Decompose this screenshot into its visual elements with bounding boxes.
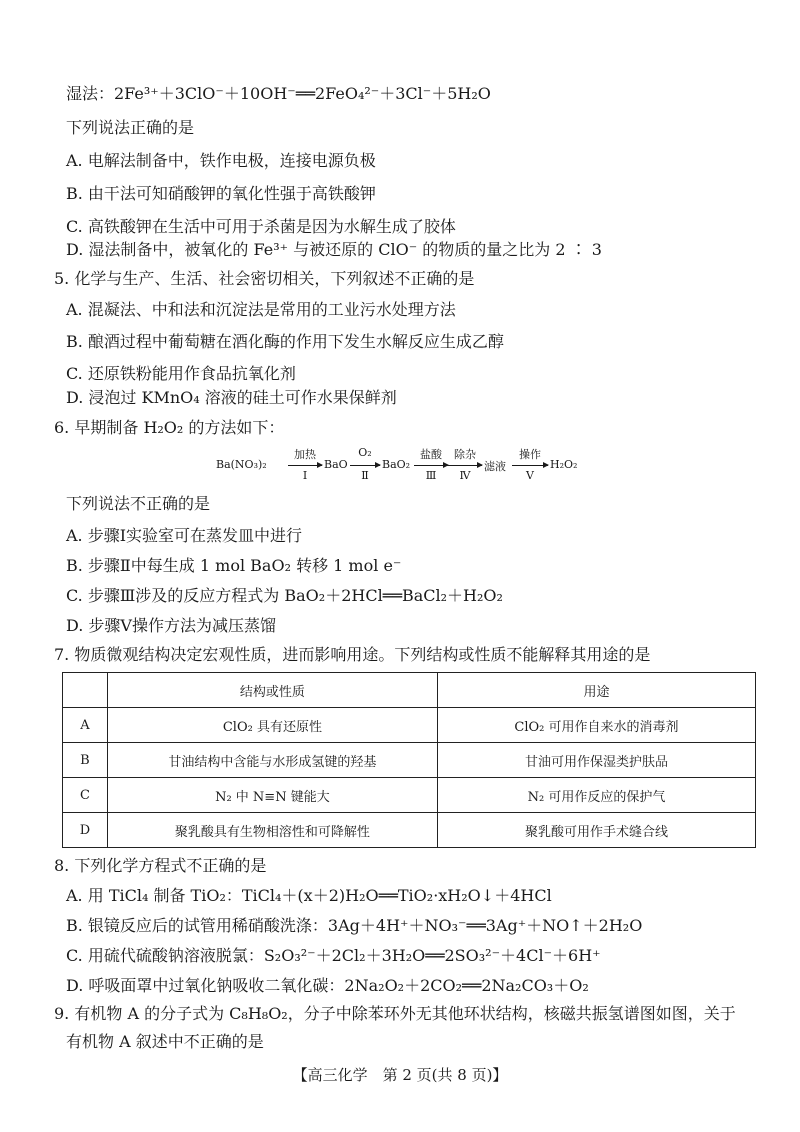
table-cell: 聚乳酸可用作手术缝合线: [437, 813, 755, 848]
q5-option-b: B. 酿酒过程中葡萄糖在酒化酶的作用下发生水解反应生成乙醇: [66, 332, 504, 351]
flow-label-above-2: O₂: [358, 446, 372, 459]
flow-label-below-3: Ⅲ: [425, 469, 437, 482]
flow-node-6: H₂O₂: [550, 458, 578, 471]
table-row: [63, 813, 756, 848]
q7-table: [62, 672, 756, 848]
q9-stem: 9. 有机物 A 的分子式为 C₈H₈O₂，分子中除苯环外无其他环状结构，核磁共振氢谱图如图，关于: [54, 1004, 736, 1023]
q9-stem-continued: 有机物 A 叙述中不正确的是: [66, 1032, 264, 1051]
table-header-cell: [63, 673, 108, 708]
q6-option-c: C. 步骤Ⅲ涉及的反应方程式为 BaO₂＋2HCl══BaCl₂＋H₂O₂: [66, 586, 503, 605]
q8-option-b: B. 银镜反应后的试管用稀硝酸洗涤：3Ag＋4H⁺＋NO₃⁻══3Ag⁺＋NO↑＋2H₂O: [66, 916, 643, 935]
q8-option-c: C. 用硫代硫酸钠溶液脱氯：S₂O₃²⁻＋2Cl₂＋3H₂O══2SO₃²⁻＋4Cl⁻＋6H⁺: [66, 946, 601, 965]
table-header-row: [63, 673, 756, 708]
flow-arrow-2: [350, 465, 380, 466]
table-cell: 甘油结构中含能与水形成氢键的羟基: [107, 743, 437, 778]
flow-node-3: BaO₂: [382, 458, 411, 471]
q4-option-c: C. 高铁酸钾在生活中可用于杀菌是因为水解生成了胶体: [66, 217, 456, 236]
q6-option-b: B. 步骤Ⅱ中每生成 1 mol BaO₂ 转移 1 mol e⁻: [66, 556, 402, 575]
table-cell: A: [63, 708, 108, 743]
flow-label-above-3: 盐酸: [420, 448, 442, 461]
q6-process-flow: [216, 442, 576, 486]
q8-option-a: A. 用 TiCl₄ 制备 TiO₂：TiCl₄＋(x＋2)H₂O══TiO₂·xH₂O↓＋4HCl: [66, 886, 552, 905]
q5-stem: 5. 化学与生产、生活、社会密切相关，下列叙述不正确的是: [54, 269, 475, 288]
q5-option-c: C. 还原铁粉能用作食品抗氧化剂: [66, 364, 296, 383]
table-header-cell: 用途: [437, 673, 755, 708]
q5-option-d: D. 浸泡过 KMnO₄ 溶液的硅土可作水果保鲜剂: [66, 388, 397, 407]
flow-label-below-2: Ⅱ: [361, 469, 369, 482]
q4-option-d: D. 湿法制备中，被氧化的 Fe³⁺ 与被还原的 ClO⁻ 的物质的量之比为 2 ∶ 3: [66, 240, 602, 259]
table-cell: C: [63, 778, 108, 813]
flow-label-above-4: 除杂: [454, 448, 476, 461]
q4-option-a: A. 电解法制备中，铁作电极，连接电源负极: [66, 151, 376, 170]
table-row: [63, 743, 756, 778]
flow-arrow-3: [414, 465, 448, 466]
table-header-cell: 结构或性质: [107, 673, 437, 708]
flow-label-below-1: Ⅰ: [302, 469, 308, 482]
flow-arrow-1: [288, 465, 322, 466]
flow-node-5: 滤液: [484, 460, 506, 473]
q6-option-a: A. 步骤Ⅰ实验室可在蒸发皿中进行: [66, 526, 303, 545]
flow-node-1: Ba(NO₃)₂: [216, 458, 267, 471]
flow-label-above-1: 加热: [294, 448, 316, 461]
q6-prompt: 下列说法不正确的是: [66, 494, 211, 513]
flow-label-below-4: Ⅳ: [459, 469, 471, 482]
table-cell: N₂ 可用作反应的保护气: [437, 778, 755, 813]
q4-prompt: 下列说法正确的是: [66, 118, 195, 137]
q8-option-d: D. 呼吸面罩中过氧化钠吸收二氧化碳：2Na₂O₂＋2CO₂══2Na₂CO₃＋O₂: [66, 976, 589, 995]
q6-stem: 6. 早期制备 H₂O₂ 的方法如下：: [54, 418, 285, 437]
table-row: [63, 708, 756, 743]
table-cell: 聚乳酸具有生物相溶性和可降解性: [107, 813, 437, 848]
q4-option-b: B. 由干法可知硝酸钾的氧化性强于高铁酸钾: [66, 184, 376, 203]
flow-label-above-5: 操作: [519, 448, 541, 461]
flow-label-below-5: Ⅴ: [526, 469, 534, 482]
flow-node-2: BaO: [324, 458, 348, 471]
page-footer: 【高三化学 第 2 页(共 8 页)】: [292, 1066, 508, 1084]
table-row: [63, 778, 756, 813]
table-cell: ClO₂ 具有还原性: [107, 708, 437, 743]
table-cell: 甘油可用作保湿类护肤品: [437, 743, 755, 778]
flow-arrow-5: [512, 465, 548, 466]
q5-option-a: A. 混凝法、中和法和沉淀法是常用的工业污水处理方法: [66, 300, 456, 319]
table-cell: D: [63, 813, 108, 848]
flow-arrow-4: [448, 465, 482, 466]
table-cell: ClO₂ 可用作自来水的消毒剂: [437, 708, 755, 743]
wet-method-equation: 湿法：2Fe³⁺＋3ClO⁻＋10OH⁻══2FeO₄²⁻＋3Cl⁻＋5H₂O: [66, 84, 491, 103]
q7-stem: 7. 物质微观结构决定宏观性质，进而影响用途。下列结构或性质不能解释其用途的是: [54, 645, 651, 664]
table-cell: B: [63, 743, 108, 778]
q6-option-d: D. 步骤Ⅴ操作方法为减压蒸馏: [66, 616, 276, 635]
table-cell: N₂ 中 N≡N 键能大: [107, 778, 437, 813]
q8-stem: 8. 下列化学方程式不正确的是: [54, 856, 267, 875]
